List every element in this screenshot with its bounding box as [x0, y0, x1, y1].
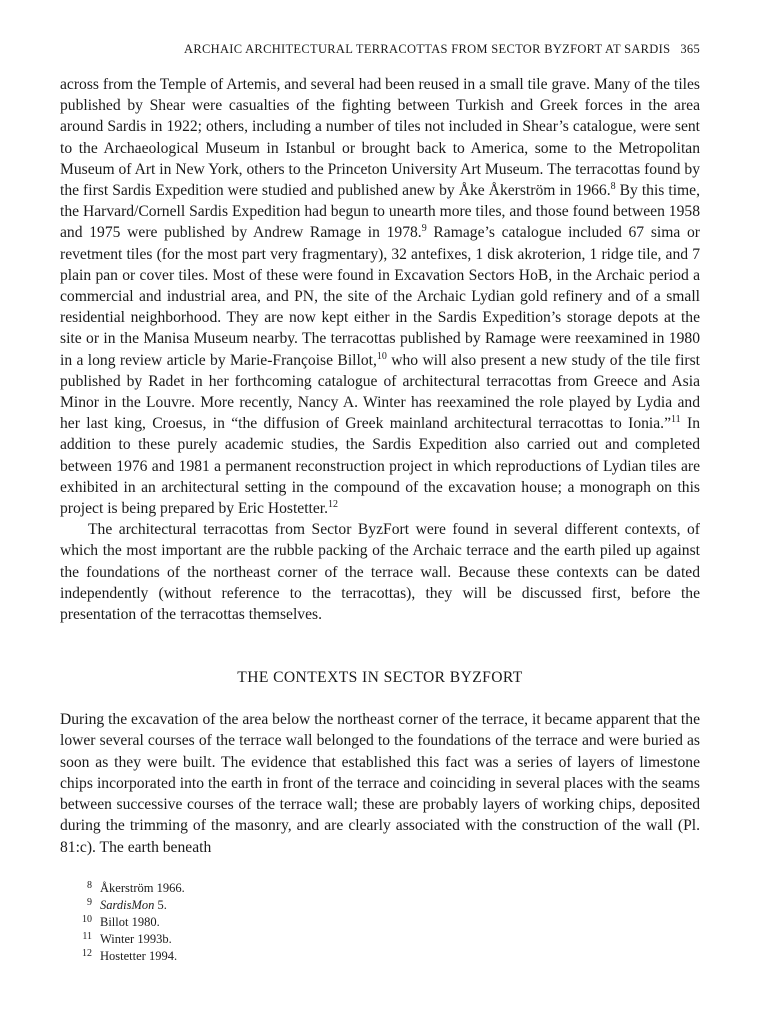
footnote-number: 9	[87, 897, 92, 908]
footnote-ref-12[interactable]: 12	[328, 498, 339, 510]
footnote	[74, 897, 574, 914]
footnote-text: Winter 1993b.	[100, 932, 172, 946]
footnote-ref-9[interactable]: 9	[421, 223, 427, 235]
footnote-italic-title: SardisMon	[100, 898, 155, 912]
footnote-ref-11[interactable]: 11	[671, 414, 681, 426]
paragraph-3: During the excavation of the area below the northeast corner of the terrace, it became apparent that the lower several courses of the terrace wall belonged to the foundations of the terrace and were buried as soon as they were built. The evidence that established this fact was a series of layers of limestone chips incorporated into the earth in front of the terrace and coinciding in several places with the seams between successive courses of the terrace wall; these are probably layers of working chips, deposited during the trimming of the masonry, and are clearly associated with the construction of the wall (Pl. 81:c). The earth beneath	[60, 711, 700, 856]
footnote	[74, 914, 574, 931]
footnote	[74, 880, 574, 897]
running-title: ARCHAIC ARCHITECTURAL TERRACOTTAS FROM SECTOR BYZFORT AT SARDIS	[184, 42, 671, 56]
footnote	[74, 931, 574, 948]
section-heading: THE CONTEXTS IN SECTOR BYZFORT	[237, 669, 523, 687]
footnote-ref-8[interactable]: 8	[610, 180, 616, 192]
footnotes	[74, 880, 574, 965]
paragraph-1-text: across from the Temple of Artemis, and several had been reused in a small tile grave. Many of the tiles published by Shear were casualties of the fighting between Turkish and Greek forces in the area around Sardis in 1922; others, including a number of tiles not included in Shear’s catalogue, were sent to the Archaeological Museum in Istanbul or brought back to America, some to the Metropolitan Museum of Art in New York, others to the Princeton University Art Museum. The terracottas found by the first Sardis Expedition were studied and published anew by Åke Åkerström in 1966.	[60, 76, 700, 200]
paragraph-1-text: By this time, the Harvard/Cornell Sardis Expedition had begun to unearth more tiles, and those found between 1958 and 1975 were published by Andrew Ramage in 1978.	[60, 182, 701, 242]
running-header	[60, 40, 700, 58]
footnote-number: 8	[87, 880, 92, 891]
footnote-number: 10	[82, 914, 92, 925]
paragraph-1	[60, 74, 700, 519]
footnote	[74, 948, 574, 965]
page-number: 365	[680, 42, 700, 56]
footnote-number: 11	[82, 931, 92, 942]
paragraph-1-text: In addition to these purely academic studies, the Sardis Expedition also carried out and completed between 1976 and 1981 a permanent reconstruction project in which reproductions of Lydian tiles are exhibited in an architectural setting in the compound of the excavation house; a monograph on this project is being prepared by Eric Hostetter.	[60, 415, 700, 518]
paragraph-1-text: who will also present a new study of the tile first published by Radet in her forthcoming catalogue of architectural terracottas from Greece and Asia Minor in the Louvre. More recently, Nancy A. Winter has reexamined the role played by Lydia and her last king, Croesus, in “the diffusion of Greek mainland architectural terracottas to Ionia.”	[60, 351, 700, 433]
footnote-ref-10[interactable]: 10	[376, 350, 387, 362]
footnote-text: 5.	[154, 898, 167, 912]
footnote-text: Åkerström 1966.	[100, 881, 185, 895]
paragraph-1-text: Ramage’s catalogue included 67 sima or revetment tiles (for the most part very fragmentary), 32 antefixes, 1 disk akroterion, 1 ridge tile, and 7 plain pan or cover tiles. Most of these were found in Excavation Sectors HoB, in the Archaic period a commercial and industrial area, and PN, the site of the Archaic Lydian gold refinery and of a small residential neighborhood. They are now kept either in the Sardis Expedition’s storage depots at the site or in the Manisa Museum nearby. The terracottas published by Ramage were reexamined in 1980 in a long review article by Marie-Françoise Billot,	[60, 224, 700, 369]
paragraph-2: The architectural terracottas from Sector ByzFort were found in several different contexts, of which the most important are the rubble packing of the Archaic terrace and the earth piled up against the foundations of the northeast corner of the terrace wall. Because these contexts can be dated independently (without reference to the terracottas), they will be discussed first, before the presentation of the terracottas themselves.	[60, 521, 700, 624]
footnote-number: 12	[82, 948, 92, 959]
page-body	[60, 40, 700, 858]
footnote-text: Billot 1980.	[100, 915, 160, 929]
footnote-text: Hostetter 1994.	[100, 949, 178, 963]
